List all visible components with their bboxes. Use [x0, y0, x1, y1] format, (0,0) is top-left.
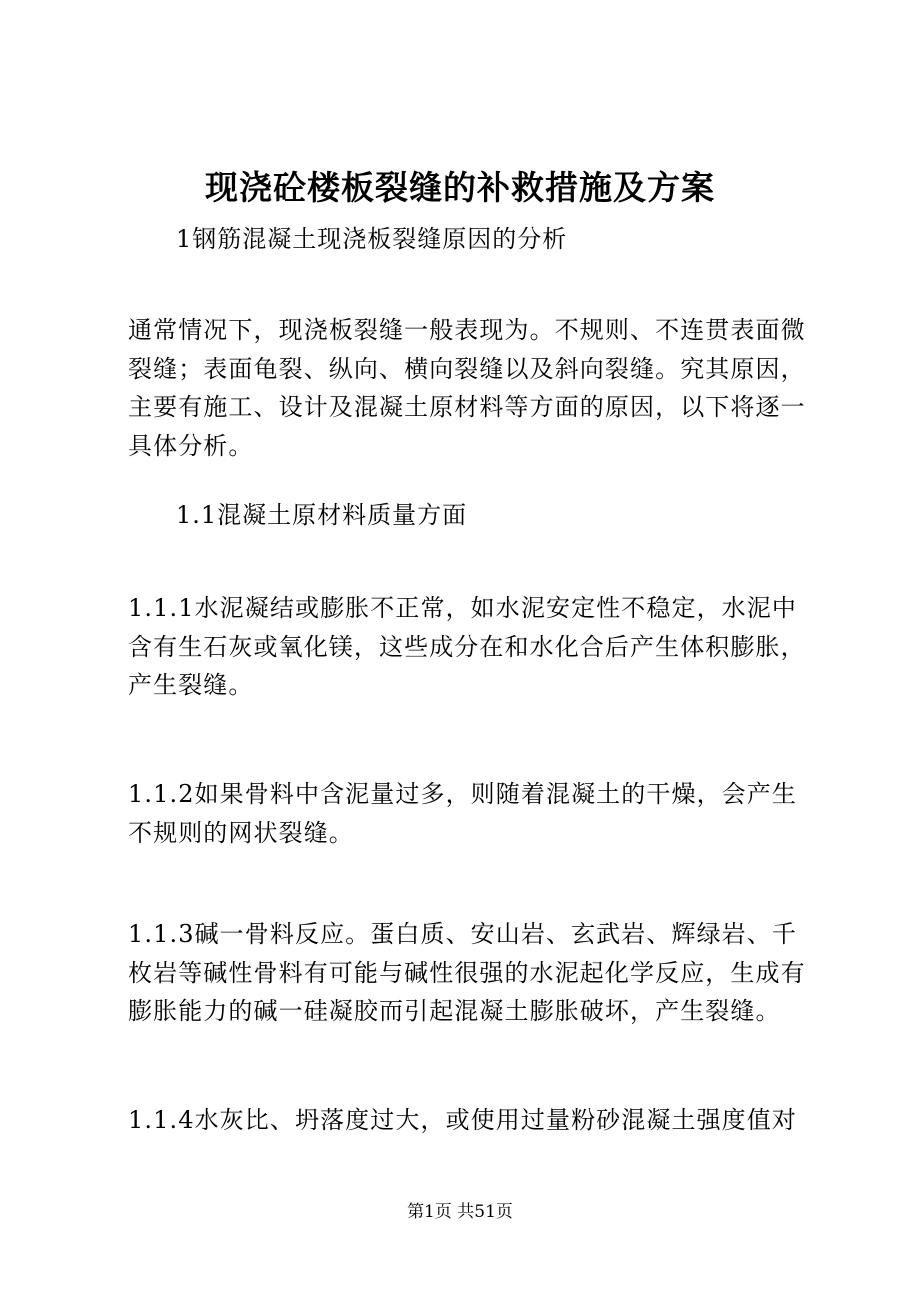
paragraph-line: 具体分析。: [128, 431, 254, 460]
paragraph-line: 1.1.1水泥凝结或膨胀不正常，如水泥安定性不稳定，水泥中: [128, 594, 797, 622]
paragraph-line: 主要有施工、设计及混凝土原材料等方面的原因，以下将逐一: [128, 393, 806, 421]
paragraph-line: 膨胀能力的碱一硅凝胶而引起混凝土膨胀破坏，产生裂缝。: [128, 997, 781, 1025]
paragraph-line: 产生裂缝。: [128, 671, 254, 699]
paragraph-line: 1.1.2如果骨料中含泥量过多，则随着混凝土的干燥，会产生: [128, 780, 797, 808]
paragraph-line: 含有生石灰或氧化镁，这些成分在和水化合后产生体积膨胀，: [128, 632, 806, 661]
paragraph-1-1-4: [128, 1101, 808, 1140]
section-heading-1: 1钢筋混凝土现浇板裂缝原因的分析: [176, 225, 568, 253]
document-title: 现浇砼楼板裂缝的补救措施及方案: [205, 168, 715, 207]
page-number-footer: 第1页 共51页: [407, 1202, 513, 1222]
paragraph-line: 枚岩等碱性骨料有可能与碱性很强的水泥起化学反应，生成有: [128, 958, 806, 987]
paragraph-line: 1.1.3碱一骨料反应。蛋白质、安山岩、玄武岩、辉绿岩、千: [128, 920, 797, 948]
paragraph-line: 裂缝；表面龟裂、纵向、横向裂缝以及斜向裂缝。究其原因，: [128, 354, 806, 383]
paragraph-line: 通常情况下，现浇板裂缝一般表现为。不规则、不连贯表面微: [128, 316, 806, 344]
paragraph-line: 不规则的网状裂缝。: [128, 818, 354, 847]
paragraph-line: 1.1.4水灰比、坍落度过大，或使用过量粉砂混凝土强度值对: [128, 1106, 797, 1134]
paragraph-intro: [128, 311, 808, 465]
paragraph-1-1-2: [128, 775, 808, 852]
paragraph-1-1-3: [128, 915, 808, 1031]
paragraph-1-1-1: [128, 589, 808, 705]
section-heading-1-1: 1.1混凝土原材料质量方面: [176, 501, 468, 529]
